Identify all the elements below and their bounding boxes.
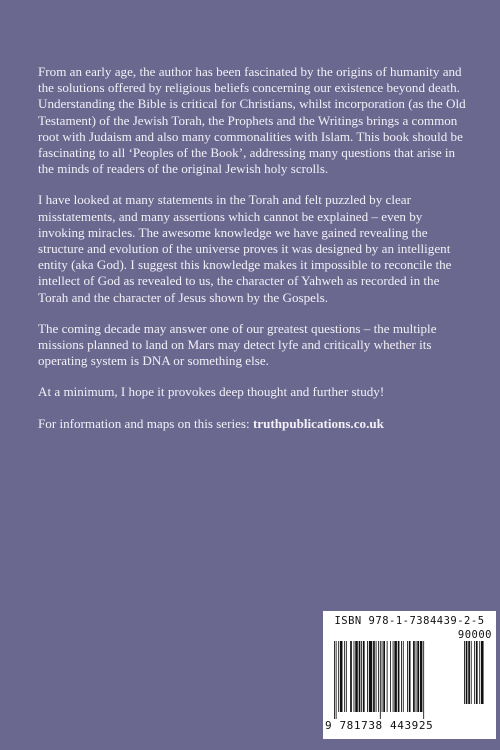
barcode-bar [413, 641, 415, 712]
barcode-bar [409, 641, 411, 712]
barcode-bar [464, 641, 465, 704]
barcode-bar [359, 641, 361, 712]
barcode-bar [373, 641, 375, 712]
barcode-bar [376, 641, 377, 712]
barcode-bar [378, 641, 379, 712]
barcode-bar [336, 641, 337, 719]
barcode-bar [416, 641, 417, 712]
barcode-digits: 9 781738 443925 [325, 719, 434, 732]
barcode-bar [334, 641, 335, 719]
barcode-bar [394, 641, 397, 712]
barcode-bar [474, 641, 475, 704]
isbn-label: ISBN 978-1-7384439-2-5 [334, 615, 485, 627]
barcode-bar [369, 641, 372, 712]
barcode-bar [383, 641, 385, 712]
website-link[interactable]: truthpublications.co.uk [252, 415, 384, 431]
barcode-bar [363, 641, 365, 712]
price-code: 90000 [457, 629, 492, 641]
barcode-bar [471, 641, 472, 704]
barcode-bar [403, 641, 404, 712]
back-cover-blurb [38, 64, 470, 447]
barcode-bar [344, 641, 345, 712]
barcode-bar [338, 641, 339, 712]
blurb-paragraph-3: The coming decade may answer one of our greatest questions – the multiple missions planned to land on Mars may detect lyfe and critically whether its operating system is DNA or something else. [38, 320, 437, 369]
barcode-bar [367, 641, 368, 712]
barcode-bar [380, 641, 381, 719]
barcode-bar [355, 641, 358, 712]
barcode-bar [417, 641, 419, 712]
barcode-bar [468, 641, 470, 704]
barcode-bar [350, 641, 352, 712]
blurb-paragraph-2: I have looked at many statements in the Torah and felt puzzled by clear misstatements, and many assertions which cannot be explained – even by invoking miracles. The awesome knowledge we have gained revealing the structure and evolution of the universe proves it was designed by an intelligent entity (aka God). I suggest this knowledge makes it impossible to reconcile the intellect of God as revealed to us, the character of Yahweh as recorded in the Torah and the character of Jesus shown by the Gospels. [38, 192, 452, 305]
barcode-bar [423, 641, 424, 719]
barcode-bar [387, 641, 388, 712]
barcode-bar [354, 641, 355, 712]
addon-barcode-bars [463, 641, 492, 711]
barcode-bar [401, 641, 402, 712]
barcode-bar [476, 641, 478, 704]
barcode-bar [398, 641, 400, 712]
barcode-bar [340, 641, 343, 712]
info-line [38, 416, 470, 432]
barcode-bar [481, 641, 484, 704]
barcode-bar [361, 641, 362, 712]
info-prefix: For information and maps on this series: [38, 415, 253, 431]
barcode-bar [346, 641, 347, 712]
barcode-bar [393, 641, 394, 712]
barcode-bar [382, 641, 383, 712]
barcode-bar [466, 641, 468, 704]
blurb-paragraph-4: At a minimum, I hope it provokes deep thought and further study! [38, 384, 385, 400]
barcode-bar [407, 641, 408, 712]
isbn-barcode [323, 611, 496, 739]
barcode-bar [420, 641, 423, 712]
blurb-paragraph-1: From an early age, the author has been fascinated by the origins of humanity and the solutions offered by religious beliefs concerning our existence beyond death. Understanding the Bible is critical for Christians, whilst incorporation (as the Old Testament) of the Jewish Torah, the Prophets and the Writings brings a common root with Judaism and also many commonalities with Islam. This book should be fascinating to all ‘Peoples of the Book’, addressing many questions that arise in the minds of readers of the original Jewish holy scrolls. [38, 64, 466, 177]
barcode-bar [390, 641, 391, 712]
ean-barcode-bars [333, 641, 458, 719]
barcode-bar [479, 641, 480, 704]
